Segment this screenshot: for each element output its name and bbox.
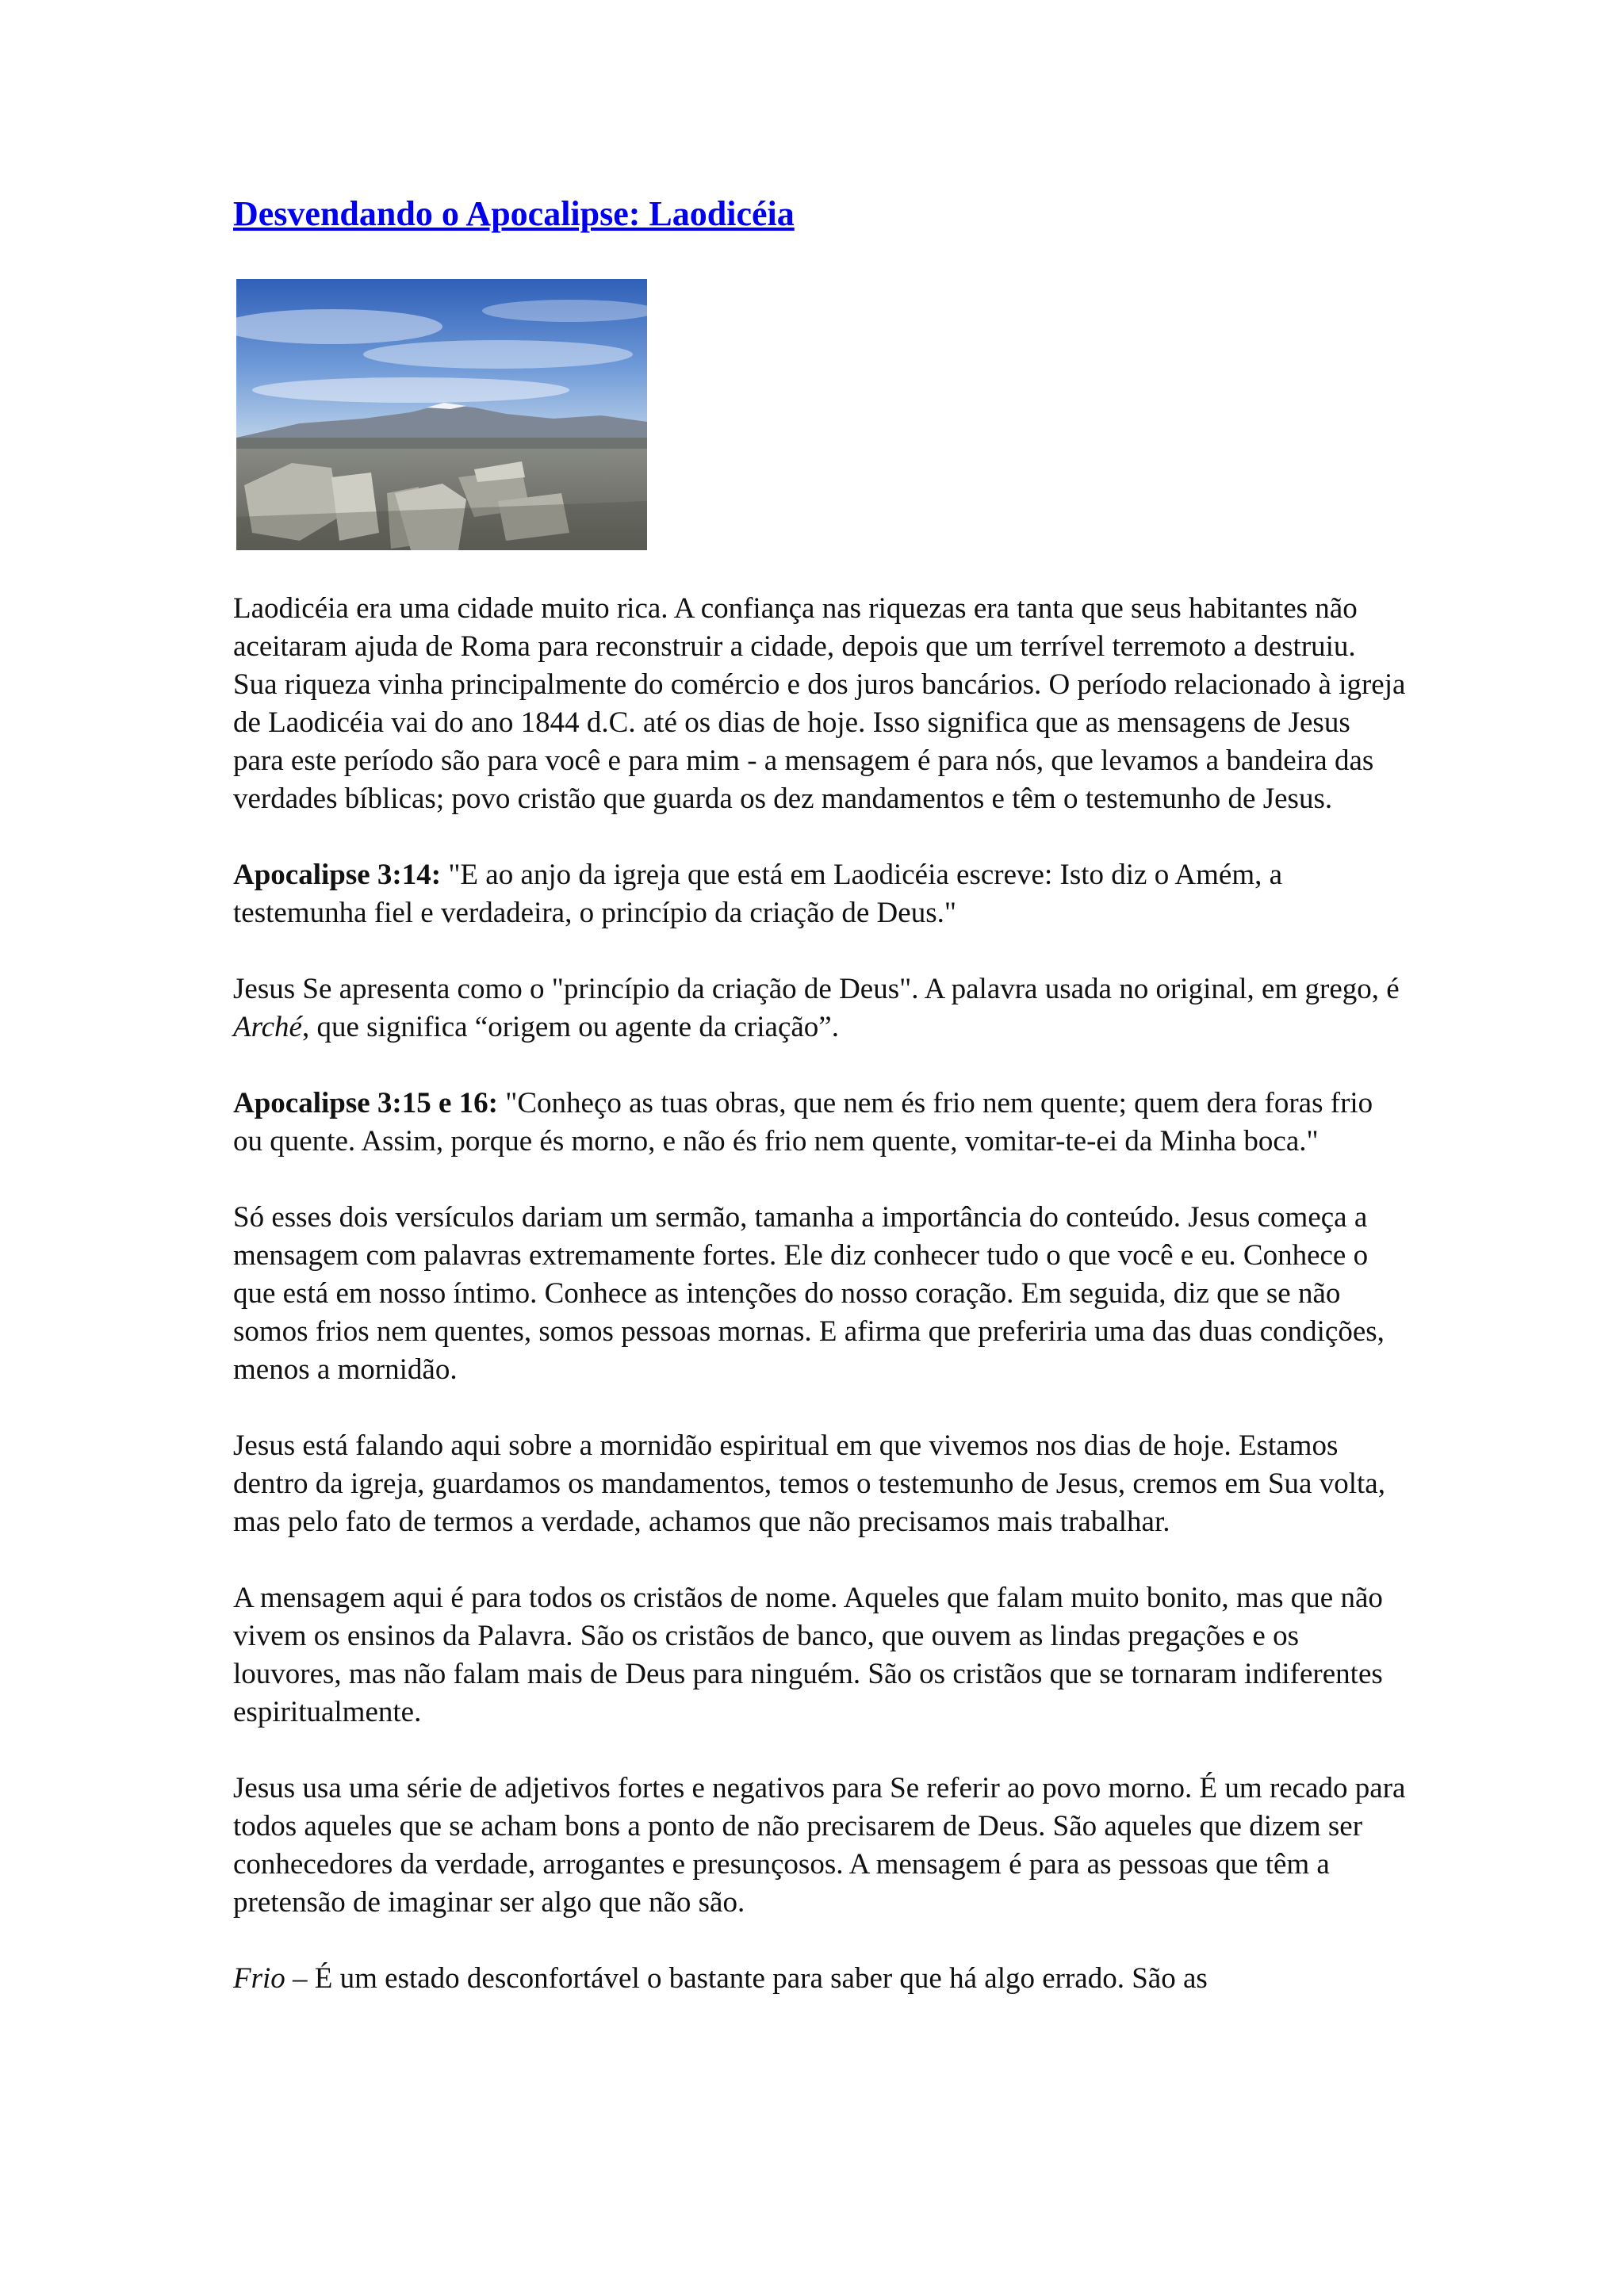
page-title-link[interactable]: Desvendando o Apocalipse: Laodicéia — [233, 194, 795, 233]
paragraph-apocalipse-3-15-16 — [233, 1085, 1407, 1161]
italic-term: Arché — [233, 1011, 302, 1043]
ruins-landscape-image — [236, 279, 647, 550]
italic-term: Frio — [233, 1962, 285, 1995]
paragraph-cristaos-de-nome: A mensagem aqui é para todos os cristãos de nome. Aqueles que falam muito bonito, mas que não vivem os ensinos da Palavra. São os cristãos de banco, que ouvem as lindas pregações e os louvores, mas não falam mais de Deus para ninguém. São os cristãos que se tornaram indiferentes espiritualmente. — [233, 1582, 1383, 1728]
paragraph-apocalipse-3-14 — [233, 856, 1407, 932]
paragraph-text: Jesus Se apresenta como o "princípio da criação de Deus". A palavra usada no original, em grego, é — [233, 973, 1400, 1005]
paragraph-frio — [233, 1960, 1407, 1998]
document-page — [233, 190, 1407, 1998]
paragraph-sermon: Só esses dois versículos dariam um sermão, tamanha a importância do conteúdo. Jesus começa a mensagem com palavras extremamente fortes. Ele diz conhecer tudo o que você e eu. Conhece o que está em nosso íntimo. Conhece as intenções do nosso coração. Em seguida, diz que se não somos frios nem quentes, somos pessoas mornas. E afirma que preferiria uma das duas condições, menos a mornidão. — [233, 1201, 1385, 1386]
verse-text: "Conheço as tuas obras, que nem és frio nem quente; quem dera foras frio ou quente. Assim, porque és morno, e não és frio nem quente, vomitar-te-ei da Minha boca." — [233, 1087, 1373, 1158]
verse-reference: Apocalipse 3:15 e 16: — [233, 1087, 498, 1119]
paragraph-intro: Laodicéia era uma cidade muito rica. A confiança nas riquezas era tanta que seus habitantes não aceitaram ajuda de Roma para reconstruir a cidade, depois que um terrível terremoto a destruiu. Sua riqueza vinha principalmente do comércio e dos juros bancários. O período relacionado à igreja de Laodicéia vai do ano 1844 d.C. até os dias de hoje. Isso significa que as mensagens de Jesus para este período são para você e para mim - a mensagem é para nós, que levamos a bandeira das verdades bíblicas; povo cristão que guarda os dez mandamentos e têm o testemunho de Jesus. — [233, 592, 1406, 815]
paragraph-adjetivos: Jesus usa uma série de adjetivos fortes e negativos para Se referir ao povo morno. É um recado para todos aqueles que se acham bons a ponto de não precisarem de Deus. São aqueles que dizem ser conhecedores da verdade, arrogantes e presunçosos. A mensagem é para as pessoas que têm a pretensão de imaginar ser algo que não são. — [233, 1772, 1406, 1919]
paragraph-arche — [233, 970, 1407, 1047]
verse-text: "E ao anjo da igreja que está em Laodicéia escreve: Isto diz o Amém, a testemunha fiel e verdadeira, o princípio da criação de Deus." — [233, 859, 1283, 929]
paragraph-text: – É um estado desconfortável o bastante para saber que há algo errado. São as — [285, 1962, 1208, 1995]
paragraph-text: , que significa “origem ou agente da criação”. — [301, 1011, 839, 1043]
laodicea-ruins-photo — [236, 279, 647, 550]
paragraph-mornidao: Jesus está falando aqui sobre a mornidão espiritual em que vivemos nos dias de hoje. Estamos dentro da igreja, guardamos os mandamentos, temos o testemunho de Jesus, cremos em Sua volta, mas pelo fato de termos a verdade, achamos que não precisamos mais trabalhar. — [233, 1429, 1385, 1538]
verse-reference: Apocalipse 3:14: — [233, 859, 442, 891]
